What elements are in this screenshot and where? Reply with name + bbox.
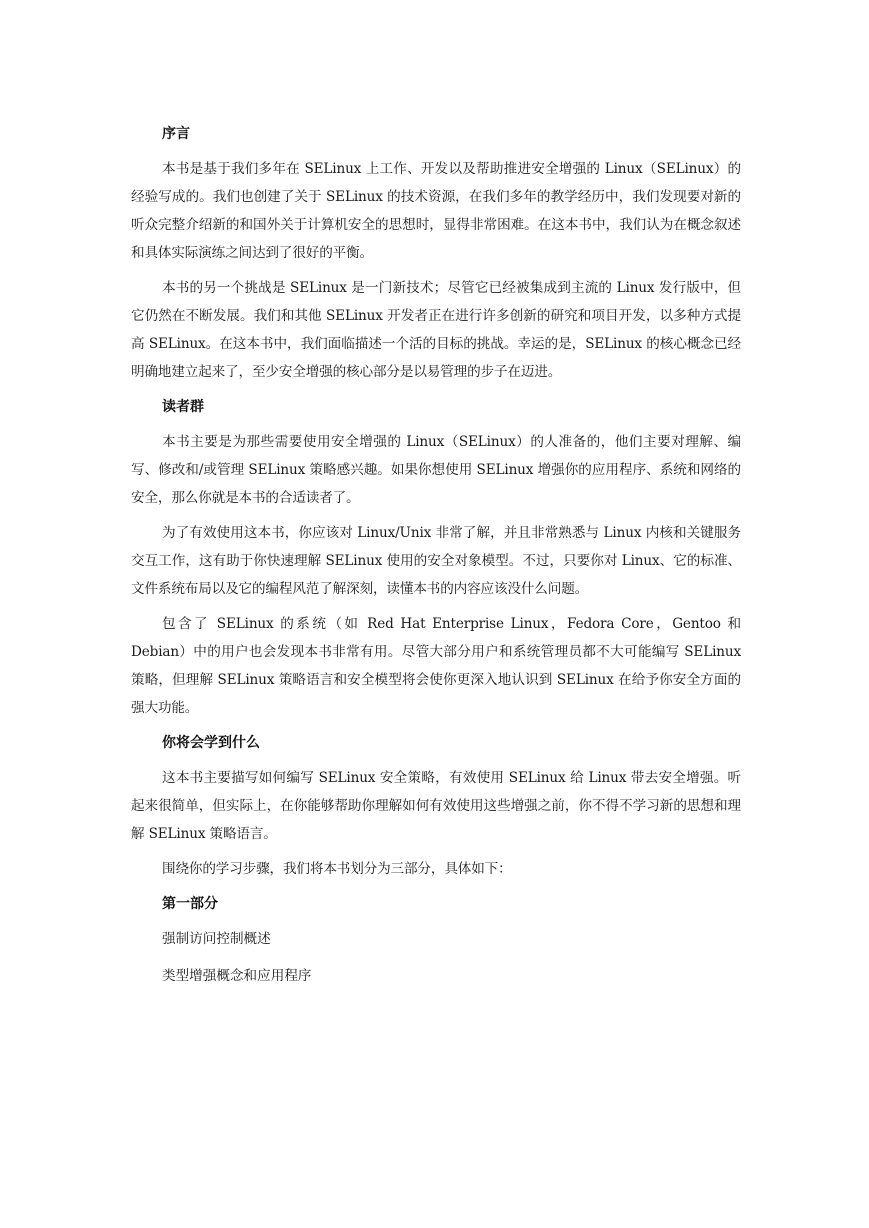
- paragraph: 这本书主要描写如何编写 SELinux 安全策略，有效使用 SELinux 给 Linux 带去安全增强。听起来很简单，但实际上，在你能够帮助你理解如何有效使用这些增强之前，你不得不学习新的思想和理解 SELinux 策略语言。: [131, 770, 741, 842]
- list-item: 类型增强概念和应用程序: [162, 968, 312, 984]
- paragraph: 本书主要是为那些需要使用安全增强的 Linux（SELinux）的人准备的，他们主要对理解、编写、修改和/或管理 SELinux 策略感兴趣。如果你想使用 SELinux 增强你的应用程序、系统和网络的安全，那么你就是本书的合适读者了。: [131, 434, 741, 506]
- section-heading-part-one: 第一部分: [162, 896, 218, 912]
- section-heading-what-you-learn: 你将会学到什么: [162, 735, 260, 751]
- section-heading-audience: 读者群: [162, 399, 204, 415]
- paragraph: 本书的另一个挑战是 SELinux 是一门新技术；尽管它已经被集成到主流的 Linux 发行版中，但它仍然在不断发展。我们和其他 SELinux 开发者正在进行许多创新的研究和项目开发，以多种方式提高 SELinux。在这本书中，我们面临描述一个活的目标的挑战。幸运的是，SELinux 的核心概念已经明确地建立起来了，至少安全增强的核心部分是以易管理的步子在迈进。: [131, 280, 741, 380]
- list-item: 强制访问控制概述: [162, 931, 271, 947]
- paragraph: 本书是基于我们多年在 SELinux 上工作、开发以及帮助推进安全增强的 Linux（SELinux）的经验写成的。我们也创建了关于 SELinux 的技术资源，在我们多年的教学经历中，我们发现要对新的听众完整介绍新的和国外关于计算机安全的思想时，显得非常困难。在这本书中，我们认为在概念叙述和具体实际演练之间达到了很好的平衡。: [131, 161, 741, 261]
- paragraph: 为了有效使用这本书，你应该对 Linux/Unix 非常了解，并且非常熟悉与 Linux 内核和关键服务交互工作，这有助于你快速理解 SELinux 使用的安全对象模型。不过，只要你对 Linux、它的标准、文件系统布局以及它的编程风范了解深刻，读懂本书的内容应该没什么问题。: [131, 525, 741, 597]
- paragraph: 包含了 SELinux 的系统（如 Red Hat Enterprise Linux，Fedora Core，Gentoo 和 Debian）中的用户也会发现本书非常有用。尽管大部分用户和系统管理员都不大可能编写 SELinux 策略，但理解 SELinux 策略语言和安全模型将会使你更深入地认识到 SELinux 在给予你安全方面的强大功能。: [131, 616, 741, 716]
- section-heading-preface: 序言: [162, 126, 190, 142]
- paragraph: 围绕你的学习步骤，我们将本书划分为三部分，具体如下：: [162, 861, 512, 877]
- document-body: [131, 120, 741, 999]
